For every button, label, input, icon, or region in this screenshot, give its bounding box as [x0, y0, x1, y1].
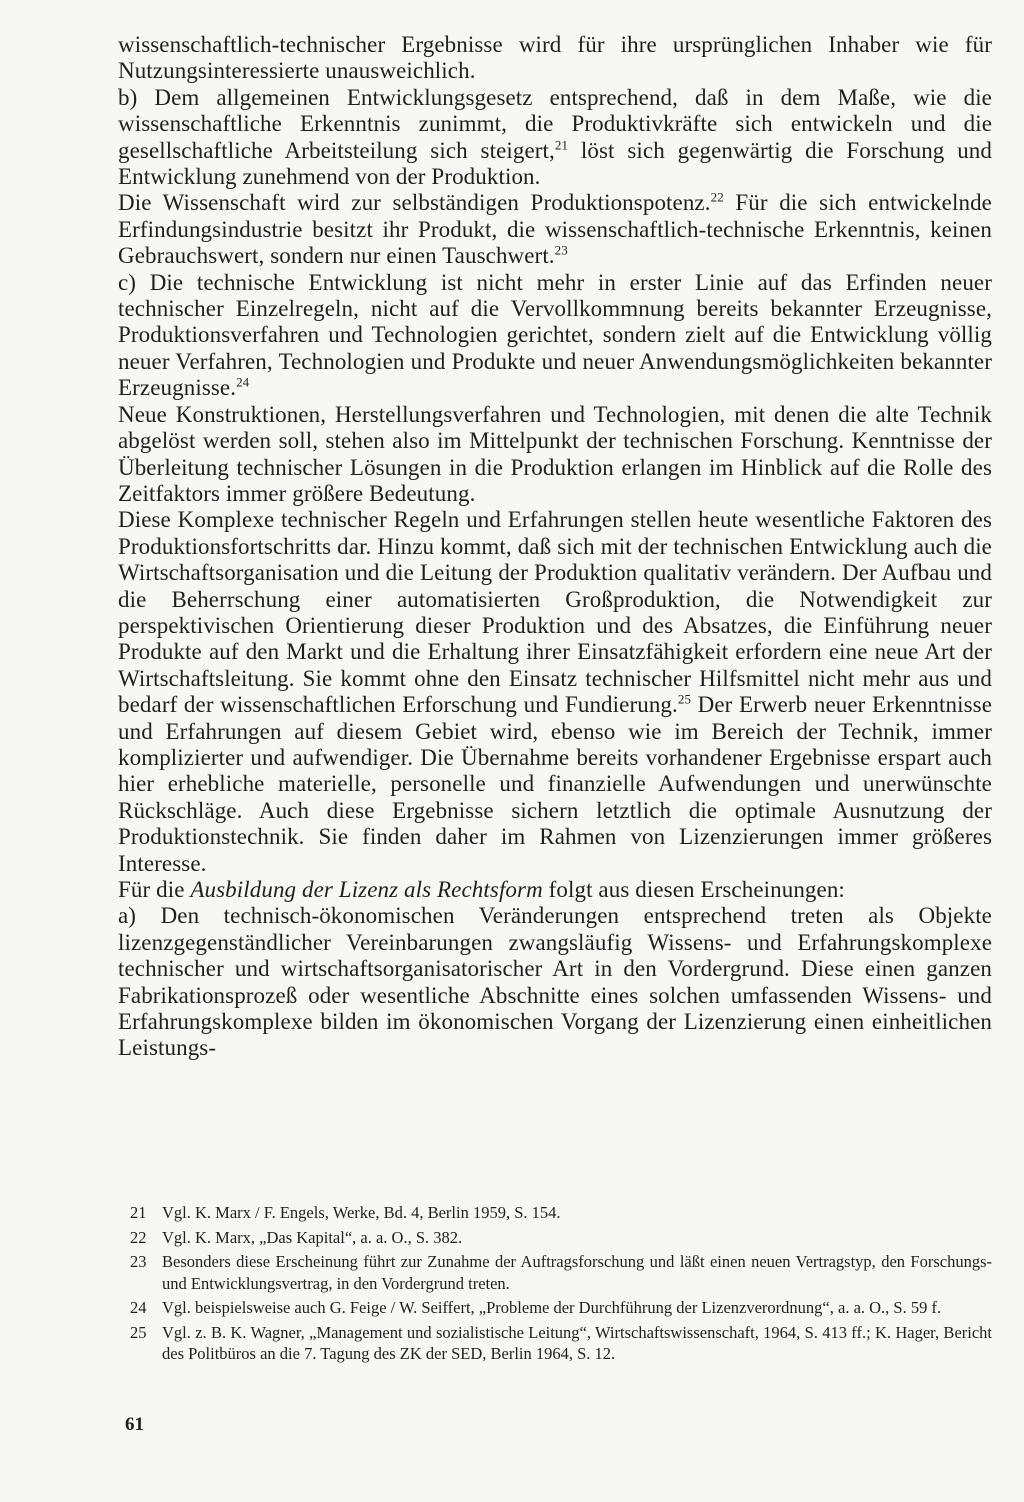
paragraph: a) Den technisch-ökonomischen Veränderungen entsprechend treten als Objekte lizenzgegenständlicher Vereinbarungen zwangsläufig Wissens- und Erfahrungskomplexe technischer und wirtschaftsorganisatorischer Art in den Vordergrund. Diese einen ganzen Fabrikationsprozeß oder wesentliche Abschnitte eines solchen umfassenden Wissens- und Erfahrungskomplexe bilden im ökonomischen Vorgang der Lizenzierung einen einheitlichen Leistungs- — [118, 903, 992, 1061]
footnote-ref: 21 — [554, 136, 569, 152]
paragraph: c) Die technische Entwicklung ist nicht mehr in erster Linie auf das Erfinden neuer technischer Einzelregeln, nicht auf die Vervollkommnung bereits bekannter Erzeugnisse, Produktionsverfahren und Technologien gerichtet, sondern zielt auf die Entwicklung völlig neuer Verfahren, Technologien und Produkte und neuer Anwendungsmöglichkeiten bekannter Erzeugnisse.$^{24}$ — [118, 269, 992, 401]
footnotes — [130, 1202, 992, 1368]
footnote: 21 Vgl. K. Marx / F. Engels, Werke, Bd. 4, Berlin 1959, S. 154. — [130, 1203, 561, 1222]
paragraph: b) Dem allgemeinen Entwicklungsgesetz entsprechend, daß in dem Maße, wie die wissenschaftliche Erkenntnis zunimmt, die Produktivkräfte sich entwickeln und die gesellschaftliche Arbeitsteilung sich steigert,$^{21}$ löst sich gegenwärtig die Forschung und Entwicklung zunehmend von der Produktion. — [118, 84, 993, 190]
paragraph: Neue Konstruktionen, Herstellungsverfahren und Technologien, mit denen die alte Technik abgelöst werden soll, stehen also im Mittelpunkt der technischen Forschung. Kenntnisse der Überleitung technischer Lösungen in die Produktion erlangen im Hinblick auf die Rolle des Zeitfaktors immer größere Bedeutung. — [118, 401, 992, 506]
emphasis: Ausbildung der Lizenz als Rechtsform — [190, 877, 543, 902]
paragraph: Für die Ausbildung der Lizenz als Rechtsform folgt aus diesen Erscheinungen: — [118, 877, 845, 902]
footnote-ref: 22 — [710, 189, 724, 205]
paragraph: Diese Komplexe technischer Regeln und Erfahrungen stellen heute wesentliche Faktoren des Produktionsfortschritts dar. Hinzu kommt, daß sich mit der technischen Entwicklung auch die Wirtschaftsorganisation und die Leitung der Produktion qualitativ verändern. Der Aufbau und die Beherrschung einer automatisierten Großproduktion, die Notwendigkeit zur perspektivischen Orientierung dieser Produktion und des Absatzes, die Einführung neuer Produkte auf den Markt und die Erhaltung ihrer Einsatzfähigkeit erfordern eine neue Art der Wirtschaftsleitung. Sie kommt ohne den Einsatz technischer Hilfsmittel nicht mehr aus und bedarf der wissenschaftlichen Erforschung und Fundierung.$^{25}$ Der Erwerb neuer Erkenntnisse und Erfahrungen auf diesem Gebiet wird, ebenso wie im Bereich der Technik, immer komplizierter und aufwendiger. Die Übernahme bereits vorhandener Ergebnisse erspart auch hier erhebliche materielle, personelle und finanzielle Aufwendungen und unerwünschte Rückschläge. Auch diese Ergebnisse sichern letztlich die optimale Ausnutzung der Produktionstechnik. Sie finden daher im Rahmen von Lizenzierungen immer größeres Interesse. — [118, 507, 993, 876]
paragraph: Die Wissenschaft wird zur selbständigen Produktionspotenz.$^{22}$ Für die sich entwickelnde Erfindungsindustrie besitzt ihr Produkt, die wissenschaftlich-technische Erkenntnis, keinen Gebrauchswert, sondern nur einen Tauschwert.$^{23}$ — [118, 189, 992, 269]
footnote-ref: 24 — [236, 374, 250, 390]
footnote: 25 Vgl. z. B. K. Wagner, „Management und sozialistische Leitung“, Wirtschaftswissenschaft, 1964, S. 413 ff.; K. Hager, Bericht des Politbüros an die 7. Tagung des ZK der SED, Berlin 1964, S. 12. — [130, 1322, 992, 1363]
footnote: 24 Vgl. beispielsweise auch G. Feige / W. Seiffert, „Probleme der Durchführung der Lizenzverordnung“, a. a. O., S. 59 f. — [130, 1298, 942, 1317]
footnote-ref: 25 — [677, 691, 692, 707]
footnote: 22 Vgl. K. Marx, „Das Kapital“, a. a. O., S. 382. — [130, 1227, 463, 1247]
body-text — [118, 32, 992, 1062]
footnote-ref: 23 — [554, 242, 568, 258]
footnote: 23 Besonders diese Erscheinung führt zur Zunahme der Auftragsforschung und läßt einen neuen Vertragstyp, den Forschungs- und Entwicklungsvertrag, in den Vordergrund treten. — [130, 1252, 992, 1293]
paragraph: wissenschaftlich-technischer Ergebnisse wird für ihre ursprünglichen Inhaber wie für Nutzungsinteressierte unausweichlich. — [118, 32, 992, 84]
page-number: 61 — [125, 1414, 144, 1435]
